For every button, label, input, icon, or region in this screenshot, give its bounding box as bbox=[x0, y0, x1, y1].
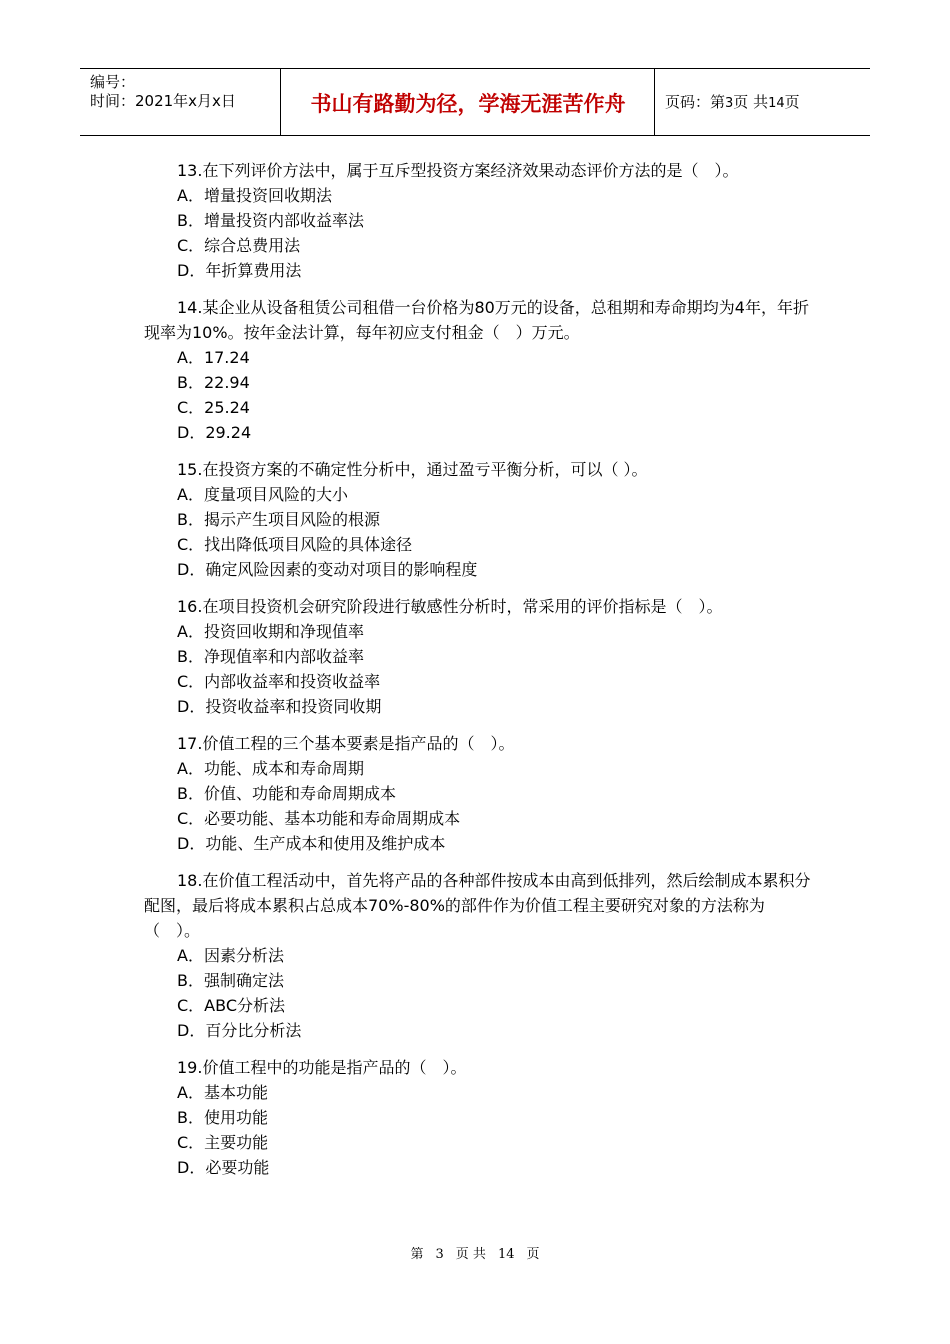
option-d: D．百分比分析法 bbox=[177, 1021, 302, 1040]
question-14 bbox=[144, 295, 820, 445]
option-d: D．确定风险因素的变动对项目的影响程度 bbox=[177, 560, 478, 579]
question-list bbox=[144, 158, 820, 1192]
page-header bbox=[80, 68, 870, 136]
option-a: A．度量项目风险的大小 bbox=[177, 485, 348, 504]
option-a: A．增量投资回收期法 bbox=[177, 186, 332, 205]
footer-total-pages: 14 bbox=[497, 1247, 515, 1262]
motto: 书山有路勤为径，学海无涯苦作舟 bbox=[310, 91, 626, 116]
option-a: A．功能、成本和寿命周期 bbox=[177, 759, 364, 778]
header-info-cell bbox=[80, 69, 281, 135]
header-motto-cell bbox=[281, 69, 655, 135]
option-b: B．强制确定法 bbox=[177, 971, 284, 990]
option-a: A．17.24 bbox=[177, 348, 250, 367]
page-label-mid: 页 共 bbox=[733, 93, 769, 111]
option-d: D．投资收益率和投资同收期 bbox=[177, 697, 382, 716]
question-stem: 13.在下列评价方法中，属于互斥型投资方案经济效果动态评价方法的是（ ）。 bbox=[177, 161, 739, 180]
option-d: D．年折算费用法 bbox=[177, 261, 302, 280]
option-c: C．综合总费用法 bbox=[177, 236, 301, 255]
option-b: B．净现值率和内部收益率 bbox=[177, 647, 364, 666]
option-c: C．25.24 bbox=[177, 398, 250, 417]
option-c: C．找出降低项目风险的具体途径 bbox=[177, 535, 413, 554]
footer-prefix: 第 bbox=[410, 1247, 424, 1262]
option-c: C．必要功能、基本功能和寿命周期成本 bbox=[177, 809, 461, 828]
page-footer bbox=[0, 1247, 950, 1263]
number-label: 编号： bbox=[90, 73, 136, 91]
question-17 bbox=[144, 731, 820, 856]
question-stem: 16.在项目投资机会研究阶段进行敏感性分析时，常采用的评价指标是（ ）。 bbox=[177, 597, 723, 616]
question-stem: 17.价值工程的三个基本要素是指产品的（ ）。 bbox=[177, 734, 515, 753]
option-d: D．29.24 bbox=[177, 423, 252, 442]
footer-mid: 页 共 bbox=[455, 1247, 486, 1262]
footer-current-page: 3 bbox=[435, 1247, 444, 1262]
question-stem: 15.在投资方案的不确定性分析中，通过盈亏平衡分析，可以（ ）。 bbox=[177, 460, 648, 479]
header-page-cell bbox=[655, 69, 870, 135]
question-13 bbox=[144, 158, 820, 283]
option-d: D．必要功能 bbox=[177, 1158, 270, 1177]
option-a: A．投资回收期和净现值率 bbox=[177, 622, 364, 641]
question-19 bbox=[144, 1055, 820, 1180]
option-b: B．揭示产生项目风险的根源 bbox=[177, 510, 380, 529]
question-stem: 14.某企业从设备租赁公司租借一台价格为80万元的设备，总租期和寿命期均为4年，年折现率为10%。按年金法计算，每年初应支付租金（ ）万元。 bbox=[144, 298, 809, 342]
page-number-info bbox=[665, 93, 800, 113]
option-b: B．22.94 bbox=[177, 373, 250, 392]
option-c: C．ABC分析法 bbox=[177, 996, 285, 1015]
option-b: B．使用功能 bbox=[177, 1108, 268, 1127]
date-label: 时间：2021年x月x日 bbox=[90, 92, 236, 110]
footer-suffix: 页 bbox=[526, 1247, 540, 1262]
question-stem: 18.在价值工程活动中，首先将产品的各种部件按成本由高到低排列，然后绘制成本累积分配图，最后将成本累积占总成本70%-80%的部件作为价值工程主要研究对象的方法称为（ ）。 bbox=[144, 871, 811, 940]
option-b: B．价值、功能和寿命周期成本 bbox=[177, 784, 396, 803]
question-stem: 19.价值工程中的功能是指产品的（ ）。 bbox=[177, 1058, 467, 1077]
question-15 bbox=[144, 457, 820, 582]
option-a: A．基本功能 bbox=[177, 1083, 268, 1102]
option-a: A．因素分析法 bbox=[177, 946, 284, 965]
question-18 bbox=[144, 868, 820, 1043]
page-label-suffix: 页 bbox=[784, 93, 800, 111]
option-c: C．主要功能 bbox=[177, 1133, 269, 1152]
page-current: 3 bbox=[725, 96, 734, 111]
option-d: D．功能、生产成本和使用及维护成本 bbox=[177, 834, 446, 853]
question-16 bbox=[144, 594, 820, 719]
page-total: 14 bbox=[768, 96, 785, 111]
page-label-prefix: 页码：第 bbox=[665, 93, 726, 111]
option-c: C．内部收益率和投资收益率 bbox=[177, 672, 381, 691]
option-b: B．增量投资内部收益率法 bbox=[177, 211, 364, 230]
